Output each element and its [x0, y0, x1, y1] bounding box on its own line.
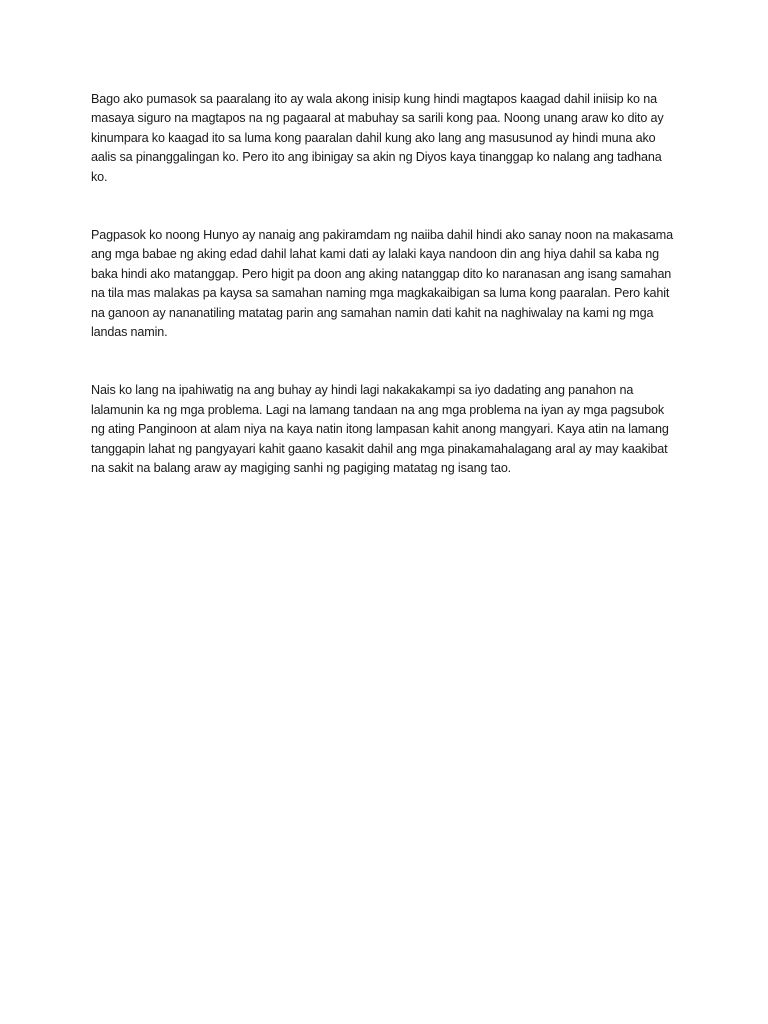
paragraph-1: Bago ako pumasok sa paaralang ito ay wala akong inisip kung hindi magtapos kaagad dahil iniisip ko na masaya siguro na magtapos na ng pagaaral at mabuhay sa sarili kong paa. Noong unang araw ko dito ay kinumpara ko kaagad ito sa luma kong paaralan dahil kung ako lang ang masusunod ay hindi muna ako aalis sa pinanggalingan ko. Pero ito ang ibinigay sa akin ng Diyos kaya tinanggap ko nalang ang tadhana ko. — [91, 92, 664, 184]
paragraph-3: Nais ko lang na ipahiwatig na ang buhay ay hindi lagi nakakakampi sa iyo dadating ang panahon na lalamunin ka ng mga problema. Lagi na lamang tandaan na ang mga problema na iyan ay mga pagsubok ng ating Panginoon at alam niya na kaya natin itong lampasan kahit anong mangyari. Kaya atin na lamang tanggapin lahat ng pangyayari kahit gaano kasakit dahil ang mga pinakamahalagang aral ay may kaakibat na sakit na balang araw ay magiging sanhi ng pagiging matatag ng isang tao. — [91, 383, 669, 476]
paragraph-2: Pagpasok ko noong Hunyo ay nanaig ang pakiramdam ng naiiba dahil hindi ako sanay noon na makasama ang mga babae ng aking edad dahil lahat kami dati ay lalaki kaya nandoon din ang hiya dahil sa kaba ng baka hindi ako matanggap. Pero higit pa doon ang aking natanggap dito ko naranasan ang isang samahan na tila mas malakas pa kaysa sa samahan naming mga magkakaibigan sa luma kong paaralan. Pero kahit na ganoon ay nananatiling matatag parin ang samahan namin dati kahit na naghiwalay na kami ng mga landas namin. — [91, 228, 673, 340]
document-body — [91, 90, 679, 479]
